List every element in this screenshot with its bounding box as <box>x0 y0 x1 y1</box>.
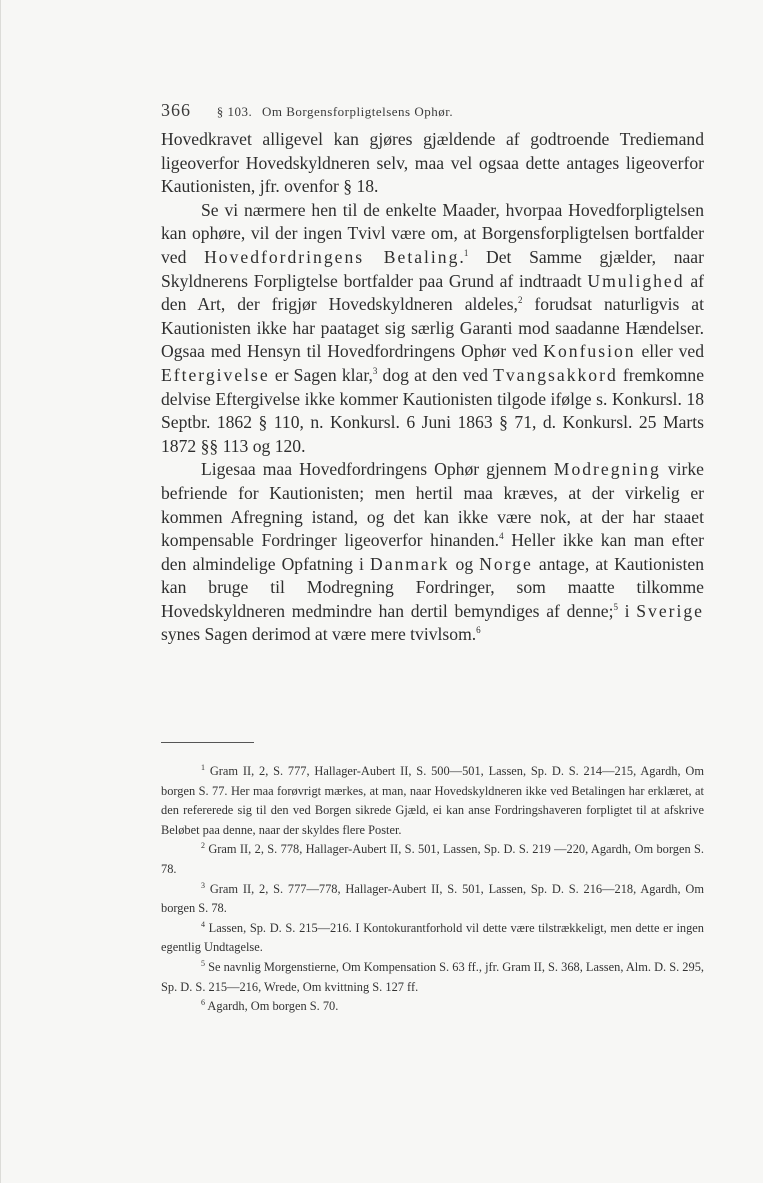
footnote-divider <box>161 742 254 743</box>
spaced-term: Modregning <box>553 459 661 480</box>
text-run: af den Art, der frigjør Hovedskyldneren aldeles, <box>161 270 704 315</box>
paragraph-2 <box>161 199 704 459</box>
paragraph-3 <box>161 458 704 647</box>
text-run: dog at den ved <box>377 364 494 385</box>
spaced-term: Norge <box>479 553 533 574</box>
footnote-text: Gram II, 2, S. 777—778, Hallager-Aubert II, S. 501, Lassen, Sp. D. S. 216—218, Agardh, Om borgen S. 78. <box>161 881 704 916</box>
text-run: . <box>459 246 464 267</box>
footnote-text: Se navnlig Morgenstierne, Om Kompensation S. 63 ff., jfr. Gram II, S. 368, Lassen, Alm. D. S. 295, Sp. D. S. 215—216, Wrede, Om kvittning S. 127 ff. <box>161 959 704 994</box>
running-title: Om Borgensforpligtelsens Ophør. <box>262 104 454 119</box>
spaced-term: Hovedfordringens Betaling <box>204 246 460 267</box>
text-run: Det Samme gjælder, naar Skyldnerens Forpligtelse bortfalder paa Grund af indtraadt <box>161 246 704 291</box>
text-run: synes Sagen derimod at være mere tvivlsom. <box>161 624 477 645</box>
spaced-term: Tvangsakkord <box>493 364 618 385</box>
footnote-ref: 3 <box>372 365 378 376</box>
text-run: fremkomne delvise Eftergivelse ikke kommer Kautionisten tilgode ifølge s. Konkursl. 18 Septbr. 1862 § 110, n. Konkursl. 6 Juni 1863 § 71, d. Konkursl. 25 Marts 1872 §§ 113 og 120. <box>161 364 705 456</box>
footnote-text: Gram II, 2, S. 778, Hallager-Aubert II, S. 501, Lassen, Sp. D. S. 219 —220, Agardh, Om borgen S. 78. <box>161 842 704 876</box>
text-run: og <box>449 553 480 574</box>
text-run: Heller ikke kan man efter den almindelige Opfatning i <box>161 530 704 574</box>
page-number: 366 <box>161 100 191 120</box>
footnote-number: 3 <box>201 880 205 890</box>
footnote-ref: 1 <box>463 247 469 258</box>
spaced-term: Konfusion <box>543 341 636 362</box>
text-run: antage, at Kautionisten kan bruge til Modregning Fordringer, som maatte tilkomme Hovedskyldneren medmindre han dertil bemyndiges af denne; <box>161 553 704 621</box>
footnote-5 <box>161 958 704 997</box>
footnote-2 <box>161 840 704 879</box>
paragraph-text: Hovedkravet alligevel kan gjøres gjældende af godtroende Trediemand ligeoverfor Hovedskyldneren selv, maa vel ogsaa dette antages ligeoverfor Kautionisten, jfr. ovenfor § 18. <box>161 129 704 197</box>
footnote-4 <box>161 919 704 958</box>
footnote-ref: 6 <box>476 625 481 636</box>
footnote-number: 4 <box>201 919 205 929</box>
footnote-number: 1 <box>201 763 205 772</box>
footnote-ref: 5 <box>613 601 618 612</box>
text-run: forudsat naturligvis at Kautionisten ikke har paataget sig særlig Garanti mod saadanne Hændelser. Ogsaa med Hensyn til Hovedfordringens Ophør ved <box>161 294 704 362</box>
footnote-number: 2 <box>201 841 205 851</box>
spaced-term: Umulighed <box>587 270 685 291</box>
footnote-1 <box>161 762 704 840</box>
footnote-6 <box>161 997 704 1017</box>
spaced-term: Eftergivelse <box>161 364 270 385</box>
footnote-ref: 4 <box>499 531 504 542</box>
text-run: er Sagen klar, <box>269 364 373 385</box>
running-header <box>161 100 704 121</box>
text-run: eller ved <box>635 341 704 362</box>
text-run: Se vi nærmere hen til de enkelte Maader, hvorpaa Hovedforpligtelsen kan ophøre, vil der ingen Tvivl være om, at Borgensforpligtelsen bortfalder ved <box>161 199 704 267</box>
footnote-text: Lassen, Sp. D. S. 215—216. I Kontokurantforhold vil dette være tilstrækkeligt, men dette er ingen egentlig Undtagelse. <box>161 920 704 955</box>
footnote-text: Agardh, Om borgen S. 70. <box>207 999 339 1014</box>
spaced-term: Danmark <box>369 553 450 574</box>
spaced-term: Sverige <box>636 600 704 621</box>
footnotes <box>161 762 704 1017</box>
main-text <box>161 128 704 647</box>
text-run: Ligesaa maa Hovedfordringens Ophør gjennem <box>201 459 554 480</box>
section-number: § 103. <box>216 104 253 119</box>
footnote-3 <box>161 880 704 919</box>
footnote-number: 6 <box>201 998 205 1008</box>
footnote-ref: 2 <box>517 295 523 306</box>
footnote-text: Gram II, 2, S. 777, Hallager-Aubert II, S. 500—501, Lassen, Sp. D. S. 214—215, Agardh, Om borgen S. 77. Her maa forøvrigt mærkes, at man, naar Hovedskyldneren ikke ved Betalingen har erklæret, at den refererede sig til den ved Borgen sikrede Gjæld, ei kan anse Fordringshaveren forpligtet til at afskrive Beløbet paa denne, naar der skyldes flere Poster. <box>161 764 704 837</box>
text-run: virke befriende for Kautionisten; men hertil maa kræves, at der virkelig er kommen Afregning istand, og det kan ikke være nok, at der har staaet kompensable Fordringer ligeoverfor hinanden. <box>161 459 704 551</box>
paragraph-1 <box>161 128 704 199</box>
footnote-number: 5 <box>201 958 205 968</box>
text-run: i <box>617 600 637 621</box>
